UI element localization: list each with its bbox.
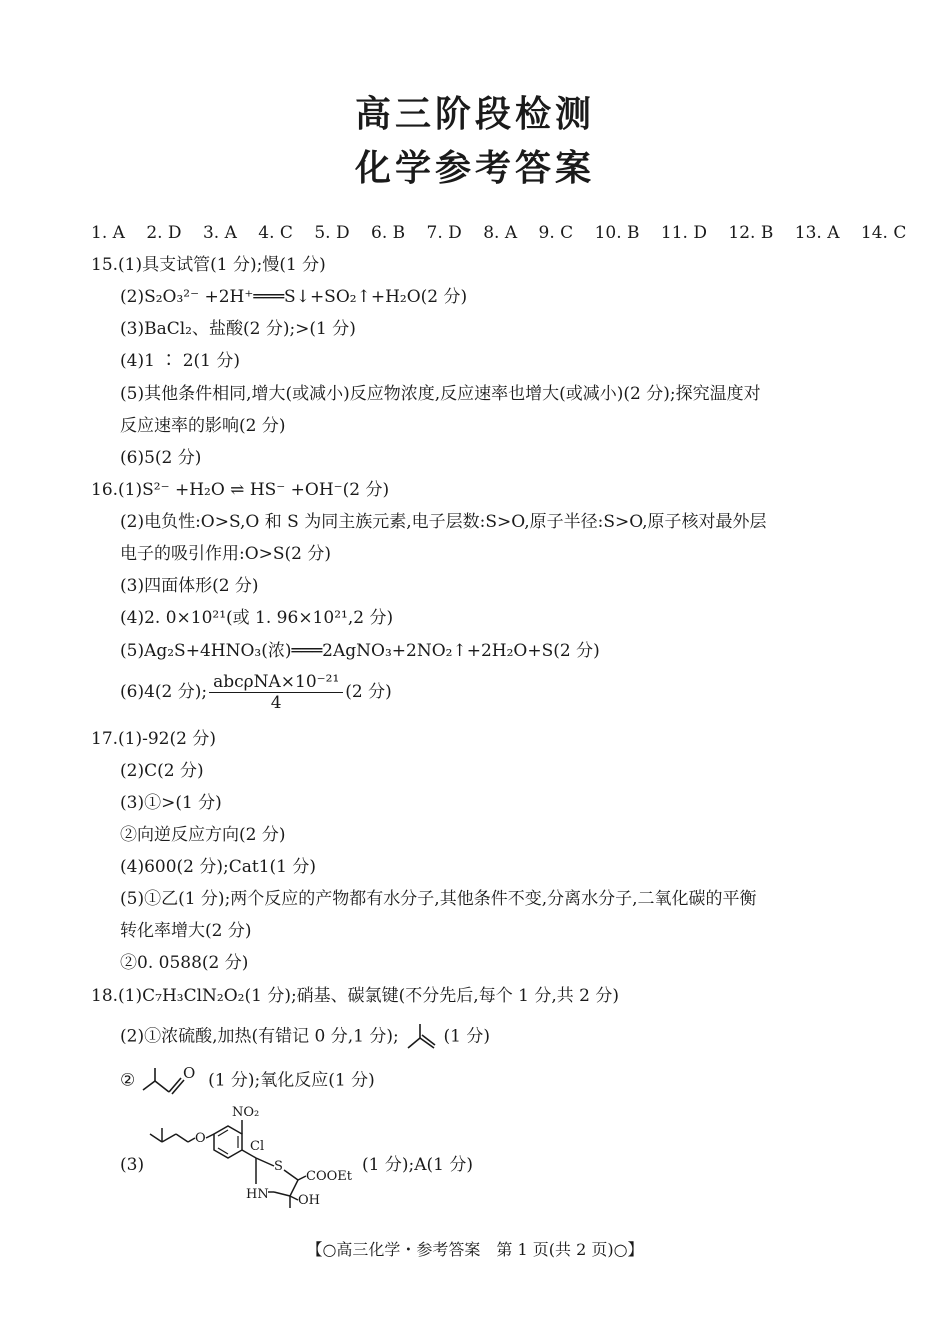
oxygen-label: O bbox=[182, 1064, 195, 1082]
q17-part3: (3)①>(1 分) bbox=[120, 793, 222, 813]
q18-part2-text: (2)①浓硫酸,加热(有错记 0 分,1 分); bbox=[120, 1026, 399, 1047]
answer-item: 9. C bbox=[538, 223, 574, 243]
q18-part2b-prefix: ② bbox=[120, 1070, 136, 1091]
title-line-2: 化学参考答案 bbox=[354, 148, 595, 189]
answer-item: 2. D bbox=[146, 223, 182, 243]
isobutene-structure bbox=[404, 1022, 438, 1052]
aldehyde-structure bbox=[141, 1064, 203, 1098]
ester-label: COOEt bbox=[306, 1169, 352, 1184]
q16-part6-suffix: (2 分) bbox=[345, 682, 392, 702]
q15-part4: (4)1 ∶ 2(1 分) bbox=[120, 351, 241, 371]
q18-part2b-text: (1 分);氧化反应(1 分) bbox=[208, 1070, 375, 1091]
q18-part2b bbox=[120, 1064, 870, 1098]
answer-item: 11. D bbox=[660, 223, 707, 243]
answer-item: 6. B bbox=[371, 223, 406, 243]
q15-part3: (3)BaCl₂、盐酸(2 分);>(1 分) bbox=[120, 319, 356, 339]
q17-part4: (4)600(2 分);Cat1(1 分) bbox=[120, 857, 317, 877]
sulfur-label: S bbox=[274, 1159, 283, 1174]
answer-item: 7. D bbox=[426, 223, 462, 243]
ether-oxygen-label: O bbox=[195, 1131, 206, 1146]
product-structure bbox=[140, 1104, 370, 1208]
q17-part2: (2)C(2 分) bbox=[120, 761, 204, 781]
answer-item: 10. B bbox=[594, 223, 640, 243]
q18-part3-text: (1 分);A(1 分) bbox=[362, 1155, 473, 1175]
answer-item: 4. C bbox=[258, 223, 293, 243]
hydroxyl-label: OH bbox=[298, 1193, 320, 1208]
q16-part5: (5)Ag₂S+4HNO₃(浓)═══2AgNO₃+2NO₂↑+2H₂O+S(2 分) bbox=[120, 641, 600, 661]
answer-item: 13. A bbox=[794, 223, 840, 243]
q15-part1: 15.(1)具支试管(1 分);慢(1 分) bbox=[91, 255, 326, 275]
answer-item: 3. A bbox=[202, 223, 237, 243]
q18-part3-prefix: (3) bbox=[120, 1155, 145, 1175]
q18-part2-suffix: (1 分) bbox=[443, 1026, 491, 1047]
q15-part2: (2)S₂O₃²⁻ +2H⁺═══S↓+SO₂↑+H₂O(2 分) bbox=[120, 287, 468, 307]
q16-part2-line1: (2)电负性:O>S,O 和 S 为同主族元素,电子层数:S>O,原子半径:S>O,原子核对最外层 bbox=[120, 512, 767, 532]
choice-answers bbox=[91, 220, 907, 246]
fraction-numerator: abcρNA×10⁻²¹ bbox=[209, 672, 343, 693]
q16-part1: 16.(1)S²⁻ +H₂O ⇌ HS⁻ +OH⁻(2 分) bbox=[91, 480, 390, 500]
q17-part1: 17.(1)-92(2 分) bbox=[91, 729, 216, 749]
answer-item: 5. D bbox=[314, 223, 350, 243]
nitro-label: NO₂ bbox=[232, 1105, 260, 1120]
q17-part5-line2: 转化率增大(2 分) bbox=[120, 921, 252, 941]
title-line-1: 高三阶段检测 bbox=[354, 94, 595, 135]
chloro-label: Cl bbox=[250, 1139, 265, 1154]
q15-part5-line1: (5)其他条件相同,增大(或减小)反应物浓度,反应速率也增大(或减小)(2 分);探究温度对 bbox=[120, 384, 761, 404]
answer-item: 8. A bbox=[483, 223, 518, 243]
q16-part2-line2: 电子的吸引作用:O>S(2 分) bbox=[120, 544, 332, 564]
answer-item: 12. B bbox=[728, 223, 774, 243]
q17-part3b: ②向逆反应方向(2 分) bbox=[120, 825, 286, 845]
q15-part6: (6)5(2 分) bbox=[120, 448, 202, 468]
q15-part5-line2: 反应速率的影响(2 分) bbox=[120, 416, 286, 436]
q18-part2 bbox=[120, 1022, 870, 1052]
q17-part5c: ②0. 0588(2 分) bbox=[120, 953, 249, 973]
answer-item: 14. C bbox=[860, 223, 907, 243]
q16-part3: (3)四面体形(2 分) bbox=[120, 576, 259, 596]
q16-part4: (4)2. 0×10²¹(或 1. 96×10²¹,2 分) bbox=[120, 608, 394, 628]
answer-item: 1. A bbox=[91, 223, 125, 243]
q16-part6 bbox=[120, 672, 870, 713]
q17-part5-line1: (5)①乙(1 分);两个反应的产物都有水分子,其他条件不变,分离水分子,二氧化碳的平衡 bbox=[120, 889, 757, 909]
page-footer: 【○高三化学・参考答案 第 1 页(共 2 页)○】 bbox=[306, 1240, 644, 1259]
fraction-denominator: 4 bbox=[270, 693, 282, 713]
q16-part6-prefix: (6)4(2 分); bbox=[120, 682, 208, 702]
amine-label: HN bbox=[246, 1187, 269, 1202]
fraction bbox=[209, 672, 343, 713]
q18-part1: 18.(1)C₇H₃ClN₂O₂(1 分);硝基、碳氯键(不分先后,每个 1 分,共 2 分) bbox=[91, 986, 619, 1006]
